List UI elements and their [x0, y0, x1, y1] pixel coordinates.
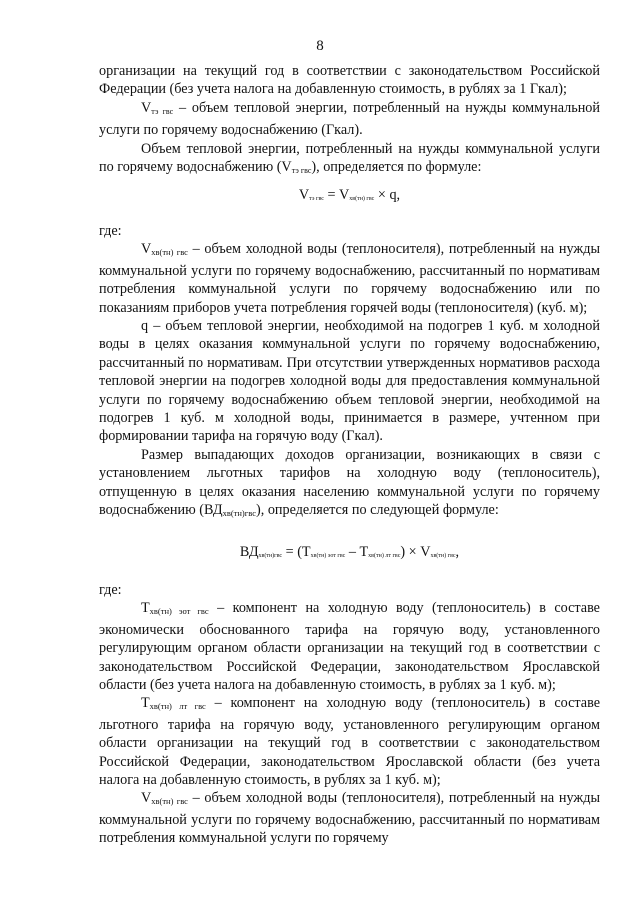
symbol-v: V: [141, 241, 152, 258]
formula-symbol: ) × V: [400, 544, 431, 560]
formula-subscript: хв(тн) гвс: [349, 196, 375, 202]
formula-subscript: хв(тн)гвс: [258, 553, 283, 559]
definition-text: – объем холодной воды (теплоносителя), потребленный на нужды коммунальной услуги по горячему водоснабжению, рассчитанный по нормативам потребления коммунальной услуги по горячему: [99, 790, 600, 847]
formula-1: [99, 186, 600, 208]
symbol-v: V: [141, 99, 152, 116]
subscript: хв(тн) эот гвс: [149, 606, 209, 617]
formula-subscript: хв(тн) лт гвс: [368, 553, 401, 559]
where-label: где:: [99, 223, 122, 239]
subscript: тэ гвс: [291, 166, 312, 176]
paragraph-t-eot-definition: [99, 599, 600, 694]
paragraph-formula-intro: [99, 140, 600, 181]
formula-symbol: ВД: [239, 544, 259, 560]
text-block-definitions-2: [99, 581, 600, 848]
intro-text-end: ), определяется по формуле:: [311, 159, 482, 176]
formula-v-te: [99, 186, 600, 208]
paragraph-v-hv-definition: [99, 240, 600, 317]
intro-text: Размер выпадающих доходов организации, возникающих в связи с установлением льготных тарифов на холодную воду (теплоноситель), отпущенную в целях оказания населению коммунальной услуги по горячему водоснабжению (ВД: [99, 446, 600, 519]
where-label: где:: [99, 582, 122, 598]
text-block-definitions-1: [99, 222, 600, 523]
symbol-t: Т: [141, 695, 150, 712]
page-number: 8: [316, 38, 324, 54]
formula-subscript: тэ гвс: [309, 196, 324, 202]
paragraph-vd-intro: [99, 446, 600, 523]
definition-text: – компонент на холодную воду (теплоноситель) в составе льготного тарифа на горячую воду, установленного регулирующим органом области организации на текущий год в соответствии с законодательством Российской Федерации, законодательством Ярославской области (без учета налога на добавленную стоимость, в рублях за 1 куб. м);: [99, 695, 600, 789]
definition-text: – объем холодной воды (теплоносителя), потребленный на нужды коммунальной услуги по горячему водоснабжению, рассчитанный по нормативам потребления коммунальной услуги по горячему водоснабжению или по показаниям приборов учета потребления горячей воды (теплоносителя) (куб. м);: [99, 241, 600, 316]
symbol-t: Т: [141, 600, 150, 617]
subscript: хв(тн) лт гвс: [149, 701, 206, 712]
paragraph-t-lt-definition: [99, 694, 600, 789]
paragraph-continuation: организации на текущий год в соответствии с законодательством Российской Федерации (без учета налога на добавленную стоимость, в рублях за 1 Гкал);: [99, 63, 600, 98]
formula-vd: [99, 543, 600, 565]
subscript: хв(тн) гвс: [151, 796, 188, 807]
text-block-top: [99, 62, 600, 180]
formula-2: [99, 543, 600, 565]
formula-symbol: – Т: [345, 544, 369, 560]
formula-tail: ,: [455, 544, 460, 560]
definition-text: – объем тепловой энергии, потребленный на нужды коммунальной услуги по горячему водоснабжению (Гкал).: [99, 99, 600, 139]
intro-text: Объем тепловой энергии, потребленный на нужды коммунальной услуги по горячему водоснабжению (V: [99, 140, 600, 176]
paragraph-v-hv-definition-2: [99, 789, 600, 847]
symbol-v: V: [141, 790, 152, 807]
paragraph-v-te-definition: [99, 99, 600, 140]
formula-subscript: хв(тн) эот гвс: [310, 553, 346, 559]
formula-subscript: хв(тн) гвс: [430, 553, 456, 559]
intro-text-end: ), определяется по следующей формуле:: [256, 502, 499, 519]
subscript: тэ гвс: [151, 106, 174, 116]
formula-tail: × q,: [374, 187, 401, 203]
subscript: хв(тн)гвс: [222, 508, 256, 519]
formula-symbol: = V: [323, 187, 350, 203]
definition-text: – компонент на холодную воду (теплоноситель) в составе экономически обоснованного тарифа на горячую воду, установленного регулирующим органом области организации на текущий год в соответствии с законодательством Российской Федерации, законодательством Ярославской области (без учета налога на добавленную стоимость, в рублях за 1 куб. м);: [99, 600, 600, 694]
formula-symbol: V: [298, 187, 310, 203]
subscript: хв(тн) гвс: [151, 247, 188, 258]
paragraph-q-definition: q – объем тепловой энергии, необходимой на подогрев 1 куб. м холодной воды в целях оказания коммунальной услуги по горячему водоснабжению, рассчитанный по нормативам. При отсутствии утвержденных нормативов расхода тепловой энергии на подогрев холодной воды для предоставления коммунальной услуги по горячему водоснабжению объем тепловой энергии, необходимой на подогрев 1 куб. м холодной воды, принимается в размере, учтенном при формировании тарифа на горячую воду (Гкал).: [99, 318, 600, 445]
formula-symbol: = (Т: [282, 544, 311, 560]
